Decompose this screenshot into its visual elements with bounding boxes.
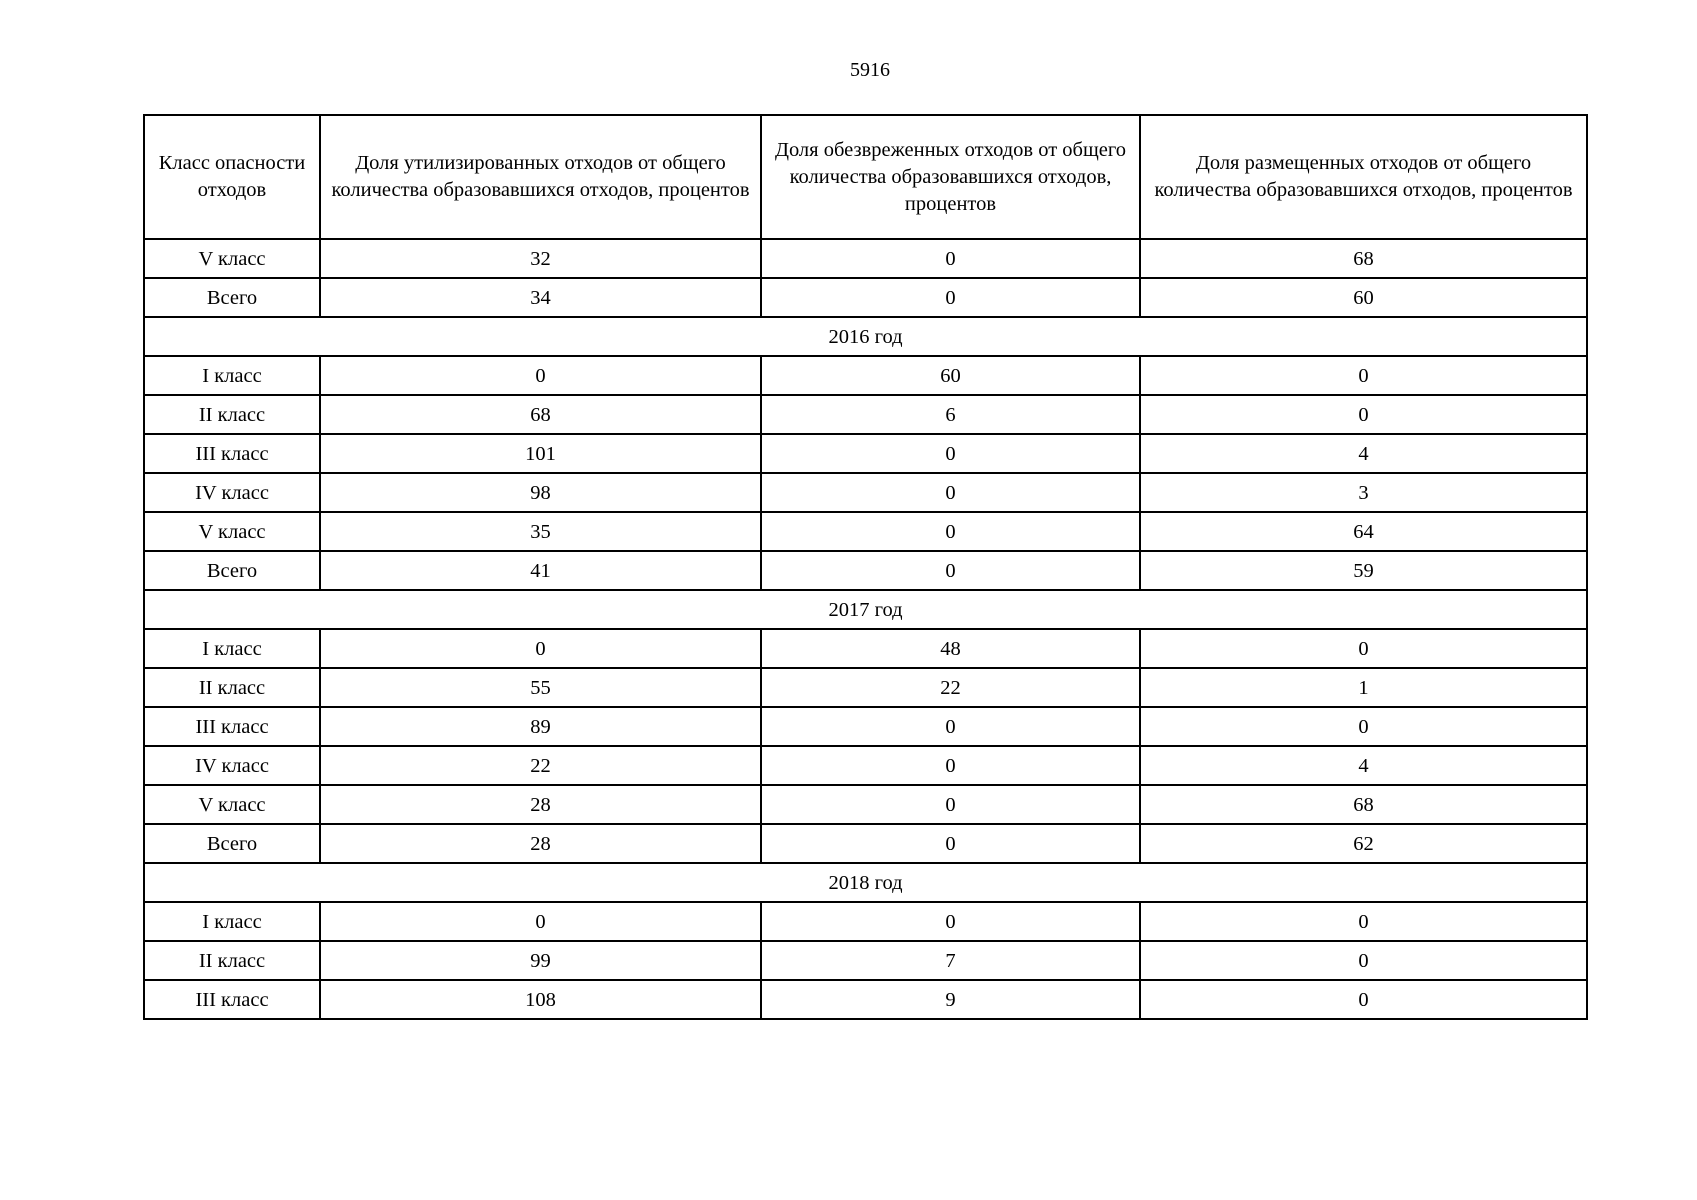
table-row	[144, 395, 1587, 434]
cell-placed: 4	[1140, 434, 1587, 473]
cell-placed: 4	[1140, 746, 1587, 785]
cell-hazard-class: Всего	[144, 278, 320, 317]
cell-utilized: 34	[320, 278, 761, 317]
year-section-label: 2018 год	[144, 863, 1587, 902]
cell-neutralized: 0	[761, 512, 1140, 551]
cell-neutralized: 0	[761, 902, 1140, 941]
cell-placed: 0	[1140, 629, 1587, 668]
cell-placed: 1	[1140, 668, 1587, 707]
cell-placed: 0	[1140, 941, 1587, 980]
cell-utilized: 22	[320, 746, 761, 785]
cell-hazard-class: IV класс	[144, 746, 320, 785]
table-row	[144, 902, 1587, 941]
cell-utilized: 32	[320, 239, 761, 278]
table-row	[144, 824, 1587, 863]
year-section-row	[144, 317, 1587, 356]
table-row	[144, 473, 1587, 512]
cell-utilized: 0	[320, 902, 761, 941]
cell-placed: 60	[1140, 278, 1587, 317]
cell-neutralized: 60	[761, 356, 1140, 395]
header-placed-share: Доля размещенных отходов от общего количества образовавшихся отходов, процентов	[1140, 115, 1587, 239]
table-row	[144, 668, 1587, 707]
cell-placed: 0	[1140, 980, 1587, 1019]
cell-placed: 68	[1140, 239, 1587, 278]
cell-utilized: 108	[320, 980, 761, 1019]
cell-neutralized: 0	[761, 746, 1140, 785]
cell-neutralized: 0	[761, 551, 1140, 590]
cell-utilized: 28	[320, 785, 761, 824]
cell-neutralized: 6	[761, 395, 1140, 434]
table-row	[144, 278, 1587, 317]
cell-neutralized: 0	[761, 239, 1140, 278]
cell-placed: 62	[1140, 824, 1587, 863]
cell-utilized: 98	[320, 473, 761, 512]
cell-utilized: 28	[320, 824, 761, 863]
table-row	[144, 512, 1587, 551]
cell-hazard-class: I класс	[144, 629, 320, 668]
cell-hazard-class: V класс	[144, 239, 320, 278]
table-header	[144, 115, 1587, 239]
table-row	[144, 941, 1587, 980]
cell-utilized: 0	[320, 629, 761, 668]
cell-hazard-class: III класс	[144, 707, 320, 746]
table-row	[144, 980, 1587, 1019]
year-section-label: 2017 год	[144, 590, 1587, 629]
cell-utilized: 55	[320, 668, 761, 707]
table-row	[144, 434, 1587, 473]
header-neutralized-share: Доля обезвреженных отходов от общего количества образовавшихся отходов, процентов	[761, 115, 1140, 239]
cell-hazard-class: II класс	[144, 395, 320, 434]
cell-hazard-class: III класс	[144, 434, 320, 473]
cell-utilized: 41	[320, 551, 761, 590]
year-section-row	[144, 590, 1587, 629]
header-hazard-class: Класс опасности отходов	[144, 115, 320, 239]
cell-placed: 3	[1140, 473, 1587, 512]
page-number: 5916	[850, 59, 890, 81]
cell-hazard-class: Всего	[144, 551, 320, 590]
table-body	[144, 239, 1587, 1019]
table-row	[144, 746, 1587, 785]
cell-hazard-class: V класс	[144, 785, 320, 824]
cell-neutralized: 22	[761, 668, 1140, 707]
table-row	[144, 707, 1587, 746]
cell-placed: 0	[1140, 395, 1587, 434]
cell-neutralized: 7	[761, 941, 1140, 980]
header-row	[144, 115, 1587, 239]
table-row	[144, 629, 1587, 668]
cell-neutralized: 0	[761, 278, 1140, 317]
header-utilized-share: Доля утилизированных отходов от общего количества образовавшихся отходов, процентов	[320, 115, 761, 239]
cell-placed: 0	[1140, 356, 1587, 395]
table-row	[144, 356, 1587, 395]
cell-neutralized: 0	[761, 824, 1140, 863]
waste-share-table	[143, 114, 1588, 1020]
cell-hazard-class: V класс	[144, 512, 320, 551]
cell-hazard-class: II класс	[144, 941, 320, 980]
cell-placed: 68	[1140, 785, 1587, 824]
cell-placed: 0	[1140, 902, 1587, 941]
cell-neutralized: 9	[761, 980, 1140, 1019]
table-row	[144, 239, 1587, 278]
cell-placed: 0	[1140, 707, 1587, 746]
cell-neutralized: 0	[761, 707, 1140, 746]
cell-utilized: 99	[320, 941, 761, 980]
cell-utilized: 89	[320, 707, 761, 746]
year-section-label: 2016 год	[144, 317, 1587, 356]
cell-placed: 64	[1140, 512, 1587, 551]
cell-hazard-class: II класс	[144, 668, 320, 707]
cell-hazard-class: III класс	[144, 980, 320, 1019]
cell-hazard-class: Всего	[144, 824, 320, 863]
table-row	[144, 551, 1587, 590]
cell-utilized: 0	[320, 356, 761, 395]
cell-hazard-class: I класс	[144, 356, 320, 395]
year-section-row	[144, 863, 1587, 902]
cell-neutralized: 48	[761, 629, 1140, 668]
cell-neutralized: 0	[761, 434, 1140, 473]
table-row	[144, 785, 1587, 824]
cell-neutralized: 0	[761, 785, 1140, 824]
cell-utilized: 101	[320, 434, 761, 473]
cell-utilized: 68	[320, 395, 761, 434]
cell-utilized: 35	[320, 512, 761, 551]
cell-neutralized: 0	[761, 473, 1140, 512]
cell-placed: 59	[1140, 551, 1587, 590]
cell-hazard-class: IV класс	[144, 473, 320, 512]
cell-hazard-class: I класс	[144, 902, 320, 941]
